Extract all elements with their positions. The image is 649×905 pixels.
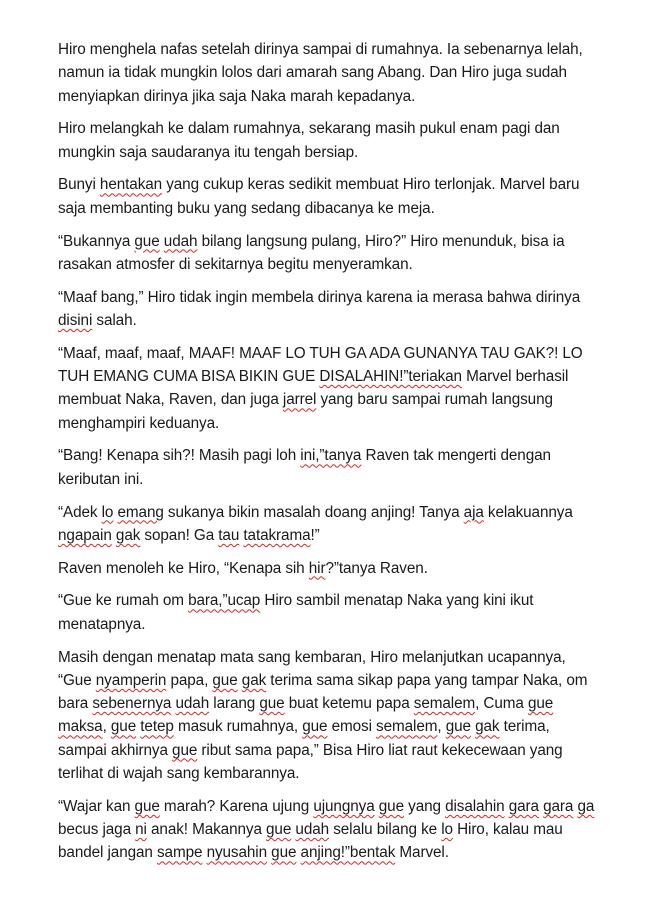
spellcheck-flagged-word: ujungnya xyxy=(313,797,375,815)
spellcheck-flagged-word: tatakrama xyxy=(243,526,311,544)
spellcheck-flagged-word: gak xyxy=(115,526,141,544)
text-run xyxy=(553,695,557,712)
text-run: papa, xyxy=(166,671,213,689)
text-run: becus jaga xyxy=(58,797,599,839)
text-run: salah. xyxy=(92,311,137,329)
text-run: , xyxy=(437,718,446,736)
text-run: marah? Karena ujung xyxy=(159,797,314,815)
spellcheck-flagged-word: gak xyxy=(475,718,500,736)
text-run: Hiro, kalau mau bandel jangan xyxy=(58,821,567,862)
text-run: kelakuannya xyxy=(483,503,577,521)
spellcheck-flagged-word: gue xyxy=(266,821,292,839)
text-run: emosi xyxy=(327,718,377,736)
spellcheck-flagged-word: ini,”tanya xyxy=(300,447,362,465)
paragraph xyxy=(58,286,599,333)
text-run: yang xyxy=(404,797,446,815)
text-run: “Gue ke rumah om xyxy=(58,592,189,610)
spellcheck-flagged-word: tetep xyxy=(140,718,174,736)
paragraph xyxy=(58,557,599,580)
paragraph xyxy=(58,501,599,548)
spellcheck-flagged-word: sebenernya xyxy=(92,695,172,713)
text-run: Marvel. xyxy=(395,844,449,862)
spellcheck-flagged-word: gue xyxy=(527,695,554,713)
spellcheck-flagged-word: maksa xyxy=(58,718,103,736)
text-run: Marvel berhasil membuat Naka, Raven, dan juga xyxy=(58,368,573,409)
spellcheck-flagged-word: sampe xyxy=(156,844,203,862)
text-run: “Adek xyxy=(58,503,102,521)
text-run: “Maaf bang,” Hiro tidak ingin membela dirinya karena ia merasa bahwa dirinya xyxy=(58,288,585,306)
spellcheck-flagged-word: tau xyxy=(218,526,240,544)
spellcheck-flagged-word: gue xyxy=(172,741,198,759)
text-run: ?”tanya Raven. xyxy=(325,559,428,577)
spellcheck-flagged-word: emang xyxy=(117,503,164,521)
text-run: buat ketemu papa xyxy=(284,695,414,713)
spellcheck-flagged-word: udah xyxy=(175,695,210,713)
spellcheck-flagged-word: nyamperin xyxy=(95,671,167,689)
spellcheck-flagged-word: nyusahin xyxy=(206,844,267,862)
spellcheck-flagged-word: anjing!”bentak xyxy=(300,844,396,862)
text-run: Raven menoleh ke Hiro, “Kenapa sih xyxy=(58,559,309,577)
spellcheck-flagged-word: gue xyxy=(259,695,285,713)
spellcheck-flagged-word: semalem xyxy=(376,718,438,736)
paragraph xyxy=(58,444,599,491)
text-run: ribut sama papa,” Bisa Hiro liat raut kekecewaan yang terlihat di wajah sang kembarannya. xyxy=(58,741,567,783)
paragraph xyxy=(58,117,599,164)
text-run: terima sama sikap papa yang tampar Naka, om bara xyxy=(58,671,592,713)
text-run: Hiro sambil menatap Naka yang kini ikut menatapnya. xyxy=(58,592,538,633)
spellcheck-flagged-word: gue xyxy=(212,671,238,689)
paragraph xyxy=(58,38,599,108)
spellcheck-flagged-word: bara,”ucap xyxy=(188,592,261,610)
spellcheck-flagged-word: hentakan xyxy=(99,176,163,194)
paragraph xyxy=(58,173,599,220)
spellcheck-flagged-word: jarrel xyxy=(282,391,317,409)
text-run: Masih dengan menatap mata sang kembaran, Hiro melanjutkan ucapannya, “Gue xyxy=(58,648,570,689)
text-run: Raven tak mengerti dengan keributan ini. xyxy=(58,447,556,488)
text-run: sukanya bikin masalah doang anjing! Tanya xyxy=(163,503,464,521)
spellcheck-flagged-word: gara xyxy=(543,797,574,815)
text-run: Hiro melangkah ke dalam rumahnya, sekarang masih pukul enam pagi dan mungkin saja saudaranya itu tengah bersiap. xyxy=(58,120,564,161)
paragraph xyxy=(58,646,599,786)
spellcheck-flagged-word: gue xyxy=(134,232,160,250)
spellcheck-flagged-word: ga xyxy=(577,797,595,815)
spellcheck-flagged-word: ni xyxy=(135,821,147,839)
text-run: yang baru sampai rumah langsung menghampiri keduanya. xyxy=(58,391,558,432)
text-run: anak! Makannya xyxy=(146,821,267,839)
text-run: “Bang! Kenapa sih?! Masih pagi loh xyxy=(58,447,301,465)
spellcheck-flagged-word: gara xyxy=(508,797,539,815)
spellcheck-flagged-word: gue xyxy=(302,718,328,736)
spellcheck-flagged-word: aja xyxy=(463,503,484,521)
text-run: Bunyi xyxy=(58,176,100,194)
text-run: bilang langsung pulang, Hiro?” Hiro menunduk, bisa ia rasakan atmosfer di sekitarnya begitu menyeramkan. xyxy=(58,232,569,273)
text-run: masuk rumahnya, xyxy=(173,718,303,736)
text-run: !” xyxy=(310,526,320,544)
paragraph xyxy=(58,230,599,277)
spellcheck-flagged-word: gue xyxy=(445,718,471,736)
spellcheck-flagged-word: hir xyxy=(308,559,326,577)
text-run: “Wajar kan xyxy=(58,797,135,815)
text-run: Hiro menghela nafas setelah dirinya sampai di rumahnya. Ia sebenarnya lelah, namun ia tidak mungkin lolos dari amarah sang Abang. Dan Hiro juga sudah menyiapkan dirinya jika saja Naka marah kepadanya. xyxy=(58,41,587,105)
text-run: sopan! Ga xyxy=(140,526,219,544)
spellcheck-flagged-word: gue xyxy=(110,718,137,736)
paragraph xyxy=(58,795,599,865)
text-run: yang cukup keras sedikit membuat Hiro terlonjak. Marvel baru saja membanting buku yang sedang dibacanya ke meja. xyxy=(58,176,584,217)
paragraph xyxy=(58,342,599,435)
spellcheck-flagged-word: disalahin xyxy=(445,797,505,815)
text-run: “Bukannya xyxy=(58,232,135,250)
spellcheck-flagged-word: semalem xyxy=(413,695,476,713)
spellcheck-flagged-word: gue xyxy=(378,797,404,815)
text-run: selalu bilang ke xyxy=(329,821,442,839)
spellcheck-flagged-word: gak xyxy=(241,671,267,689)
text-run: , xyxy=(102,718,111,736)
spellcheck-flagged-word: gue xyxy=(271,844,297,862)
spellcheck-flagged-word: udah xyxy=(295,821,330,839)
spellcheck-flagged-word: ngapain xyxy=(58,526,112,544)
spellcheck-flagged-word: DISALAHIN!”teriakan xyxy=(319,368,462,386)
spellcheck-flagged-word: lo xyxy=(101,503,114,521)
text-run: terima, sampai akhirnya xyxy=(58,718,554,759)
text-run: “Maaf, maaf, maaf, MAAF! MAAF LO TUH GA ADA GUNANYA TAU GAK?! LO TUH EMANG CUMA BISA BIKIN GUE xyxy=(58,344,587,386)
document-body[interactable] xyxy=(58,38,599,865)
spellcheck-flagged-word: gue xyxy=(134,797,160,815)
spellcheck-flagged-word: disini xyxy=(58,311,93,329)
text-run: , Cuma xyxy=(475,695,528,713)
text-run: larang xyxy=(209,695,260,713)
spellcheck-flagged-word: udah xyxy=(163,232,198,250)
spellcheck-flagged-word: lo xyxy=(441,821,453,839)
paragraph xyxy=(58,589,599,636)
